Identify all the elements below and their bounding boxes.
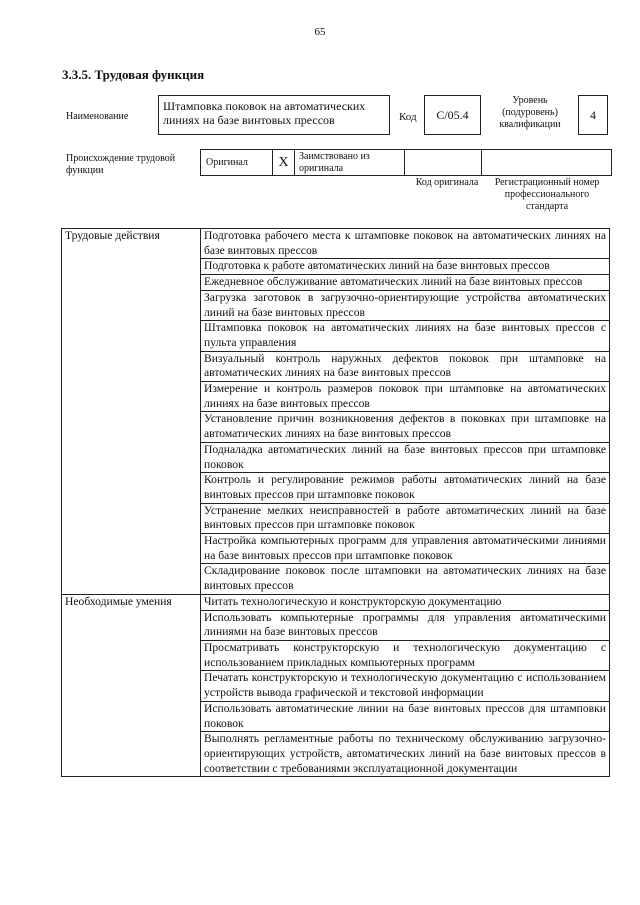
table-row bbox=[62, 594, 610, 610]
code-value: C/05.4 bbox=[424, 95, 481, 135]
code-original-caption: Код оригинала bbox=[415, 177, 479, 188]
section-item: Подготовка рабочего места к штамповке поковок на автоматических линиях на базе винтовых прессов bbox=[201, 229, 610, 259]
section-item: Установление причин возникновения дефектов в поковках при штамповке на автоматических линиях на базе винтовых прессов bbox=[201, 412, 610, 442]
section-category: Трудовые действия bbox=[62, 229, 201, 595]
level-label: Уровень (подуровень) квалификации bbox=[499, 95, 561, 130]
section-title: 3.3.5. Трудовая функция bbox=[62, 67, 205, 82]
section-item: Использовать автоматические линии на базе винтовых прессов для штамповки поковок bbox=[201, 701, 610, 731]
reg-number-cell bbox=[482, 150, 611, 175]
original-mark: X bbox=[273, 150, 295, 175]
reg-number-caption: Регистрационный номер профессионального стандарта bbox=[494, 177, 600, 212]
section-item: Визуальный контроль наружных дефектов поковок при штамповке на автоматических линиях на базе винтовых прессов bbox=[201, 351, 610, 381]
section-item: Загрузка заготовок в загрузочно-ориентирующие устройства автоматических линий на базе винтовых прессов bbox=[201, 290, 610, 320]
section-item: Подготовка к работе автоматических линий на базе винтовых прессов bbox=[201, 259, 610, 275]
code-label: Код bbox=[399, 111, 417, 123]
name-label: Наименование bbox=[66, 111, 129, 122]
section-item: Штамповка поковок на автоматических линиях на базе винтовых прессов с пульта управления bbox=[201, 321, 610, 351]
section-item: Использовать компьютерные программы для управления автоматическими линиями на базе винтовых прессов bbox=[201, 610, 610, 640]
function-table bbox=[61, 228, 610, 777]
origin-row bbox=[200, 149, 612, 176]
borrowed-label: Заимствовано из оригинала bbox=[295, 150, 405, 175]
level-value: 4 bbox=[578, 95, 608, 135]
section-item: Читать технологическую и конструкторскую документацию bbox=[201, 594, 610, 610]
function-name-value: Штамповка поковок на автоматических линиях на базе винтовых прессов bbox=[158, 95, 390, 135]
origin-label: Происхождение трудовой функции bbox=[66, 153, 176, 176]
section-item: Просматривать конструкторскую и технологическую документацию с использованием прикладных компьютерных программ bbox=[201, 640, 610, 670]
section-item: Устранение мелких неисправностей в работе автоматических линий на базе винтовых прессов при штамповке поковок bbox=[201, 503, 610, 533]
section-item: Выполнять регламентные работы по техническому обслуживанию загрузочно-ориентирующих устройств, автоматических линий на базе винтовых прессов в соответствии с требованиями эксплуатационной документации bbox=[201, 732, 610, 777]
page-number: 65 bbox=[314, 26, 326, 38]
section-item: Подналадка автоматических линий на базе винтовых прессов при штамповке поковок bbox=[201, 442, 610, 472]
section-item: Печатать конструкторскую и технологическую документацию с использованием устройств вывода графической и текстовой информации bbox=[201, 671, 610, 701]
table-row bbox=[62, 229, 610, 259]
section-item: Измерение и контроль размеров поковок при штамповке на автоматических линиях на базе винтовых прессов bbox=[201, 382, 610, 412]
code-original-cell bbox=[405, 150, 482, 175]
section-item: Настройка компьютерных программ для управления автоматическими линиями на базе винтовых прессов при штамповке поковок bbox=[201, 534, 610, 564]
section-item: Складирование поковок после штамповки на автоматических линиях на базе винтовых прессов bbox=[201, 564, 610, 594]
original-label: Оригинал bbox=[201, 150, 273, 175]
section-item: Контроль и регулирование режимов работы автоматических линий на базе винтовых прессов при штамповке поковок bbox=[201, 473, 610, 503]
section-category: Необходимые умения bbox=[62, 594, 201, 776]
section-item: Ежедневное обслуживание автоматических линий на базе винтовых прессов bbox=[201, 275, 610, 291]
